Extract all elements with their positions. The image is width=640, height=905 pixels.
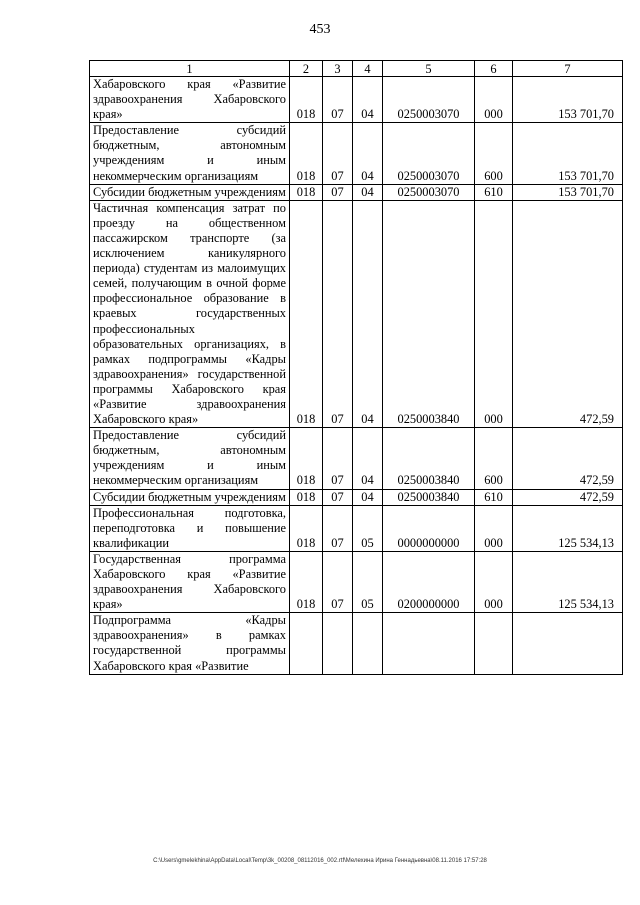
table-row bbox=[90, 184, 623, 200]
row-target: 0250003840 bbox=[383, 489, 475, 505]
row-name: Предоставление субсидий бюджетным, автономным учреждениям и иным некоммерческим организациям bbox=[90, 123, 290, 184]
row-name: Профессиональная подготовка, переподготовка и повышение квалификации bbox=[90, 505, 290, 551]
table-row bbox=[90, 428, 623, 489]
row-subsection: 04 bbox=[353, 489, 383, 505]
table-row bbox=[90, 551, 623, 612]
row-subsection bbox=[353, 613, 383, 674]
row-type bbox=[475, 613, 513, 674]
row-name: Субсидии бюджетным учреждениям bbox=[90, 184, 290, 200]
row-section: 07 bbox=[323, 489, 353, 505]
header-col-6: 6 bbox=[475, 61, 513, 77]
row-section: 07 bbox=[323, 123, 353, 184]
row-section: 07 bbox=[323, 551, 353, 612]
row-subsection: 04 bbox=[353, 428, 383, 489]
row-amount: 125 534,13 bbox=[513, 551, 623, 612]
header-col-4: 4 bbox=[353, 61, 383, 77]
row-type: 600 bbox=[475, 428, 513, 489]
row-amount: 125 534,13 bbox=[513, 505, 623, 551]
row-subsection: 05 bbox=[353, 551, 383, 612]
row-type: 000 bbox=[475, 551, 513, 612]
row-target: 0250003070 bbox=[383, 77, 475, 123]
row-subsection: 05 bbox=[353, 505, 383, 551]
row-name: Субсидии бюджетным учреждениям bbox=[90, 489, 290, 505]
row-section: 07 bbox=[323, 200, 353, 427]
row-section: 07 bbox=[323, 184, 353, 200]
row-amount bbox=[513, 613, 623, 674]
row-target: 0250003840 bbox=[383, 200, 475, 427]
row-type: 610 bbox=[475, 489, 513, 505]
row-ministry bbox=[290, 613, 323, 674]
row-target: 0250003840 bbox=[383, 428, 475, 489]
table-row bbox=[90, 123, 623, 184]
row-amount: 153 701,70 bbox=[513, 123, 623, 184]
table-row bbox=[90, 613, 623, 674]
table-row bbox=[90, 77, 623, 123]
footer-file-path: C:\Users\gmelekhina\AppData\Local\Temp\3k_00208_08112016_002.rtf\Мелехина Ирина Геннадьевна\08.11.2016 17:57:28 bbox=[153, 858, 487, 864]
header-col-5: 5 bbox=[383, 61, 475, 77]
row-ministry: 018 bbox=[290, 428, 323, 489]
row-type: 600 bbox=[475, 123, 513, 184]
row-ministry: 018 bbox=[290, 551, 323, 612]
row-ministry: 018 bbox=[290, 184, 323, 200]
row-subsection: 04 bbox=[353, 200, 383, 427]
row-type: 000 bbox=[475, 77, 513, 123]
row-subsection: 04 bbox=[353, 123, 383, 184]
row-target: 0250003070 bbox=[383, 184, 475, 200]
row-subsection: 04 bbox=[353, 184, 383, 200]
row-amount: 153 701,70 bbox=[513, 77, 623, 123]
row-amount: 153 701,70 bbox=[513, 184, 623, 200]
row-amount: 472,59 bbox=[513, 489, 623, 505]
table-row bbox=[90, 505, 623, 551]
header-col-7: 7 bbox=[513, 61, 623, 77]
row-section bbox=[323, 613, 353, 674]
row-ministry: 018 bbox=[290, 123, 323, 184]
row-ministry: 018 bbox=[290, 489, 323, 505]
row-amount: 472,59 bbox=[513, 428, 623, 489]
row-name: Хабаровского края «Развитие здравоохранения Хабаровского края» bbox=[90, 77, 290, 123]
table-row bbox=[90, 489, 623, 505]
row-ministry: 018 bbox=[290, 200, 323, 427]
row-target: 0200000000 bbox=[383, 551, 475, 612]
row-amount: 472,59 bbox=[513, 200, 623, 427]
row-ministry: 018 bbox=[290, 77, 323, 123]
header-col-3: 3 bbox=[323, 61, 353, 77]
row-name: Предоставление субсидий бюджетным, автономным учреждениям и иным некоммерческим организациям bbox=[90, 428, 290, 489]
row-target bbox=[383, 613, 475, 674]
row-name: Подпрограмма «Кадры здравоохранения» в рамках государственной программы Хабаровского края «Развитие bbox=[90, 613, 290, 674]
page-number: 453 bbox=[309, 22, 331, 37]
row-target: 0000000000 bbox=[383, 505, 475, 551]
row-type: 610 bbox=[475, 184, 513, 200]
row-target: 0250003070 bbox=[383, 123, 475, 184]
row-ministry: 018 bbox=[290, 505, 323, 551]
row-name: Государственная программа Хабаровского края «Развитие здравоохранения Хабаровского края» bbox=[90, 551, 290, 612]
row-type: 000 bbox=[475, 505, 513, 551]
budget-table bbox=[89, 60, 623, 675]
row-type: 000 bbox=[475, 200, 513, 427]
header-col-1: 1 bbox=[90, 61, 290, 77]
table-row bbox=[90, 200, 623, 427]
row-section: 07 bbox=[323, 505, 353, 551]
row-section: 07 bbox=[323, 77, 353, 123]
row-name: Частичная компенсация затрат по проезду на общественном пассажирском транспорте (за исключением каникулярного периода) студентам из малоимущих семей, получающим в очной форме профессиональное образование в краевых государственных профессиональных образовательных организациях, в рамках подпрограммы «Кадры здравоохранения» государственной программы Хабаровского края «Развитие здравоохранения Хабаровского края» bbox=[90, 200, 290, 427]
header-row bbox=[90, 61, 623, 77]
row-subsection: 04 bbox=[353, 77, 383, 123]
row-section: 07 bbox=[323, 428, 353, 489]
header-col-2: 2 bbox=[290, 61, 323, 77]
